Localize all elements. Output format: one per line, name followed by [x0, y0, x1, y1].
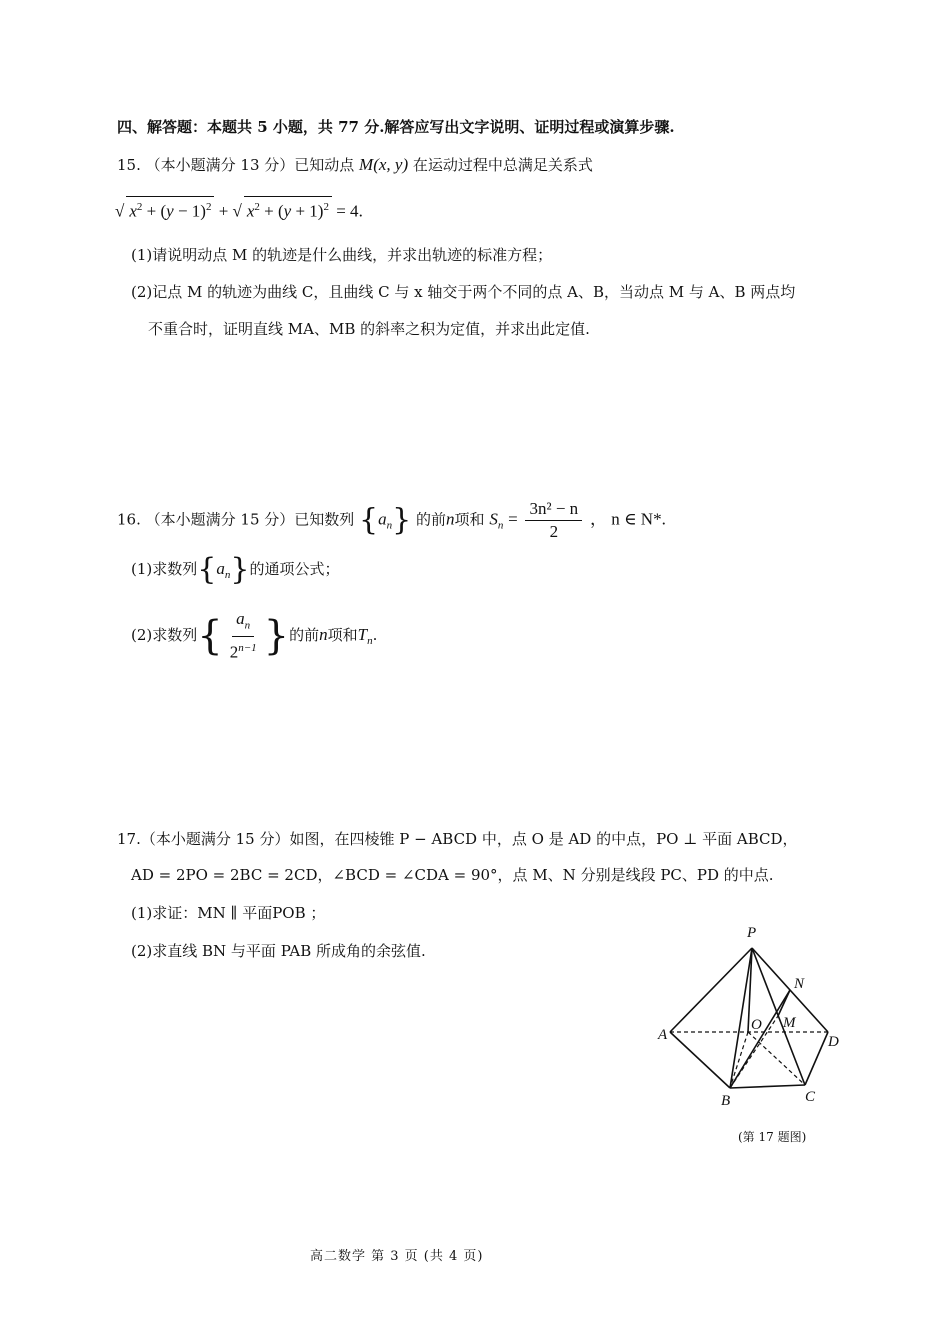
edge-CD — [805, 1032, 828, 1085]
q17-part2: (2)求直线 BN 与平面 PAB 所成角的余弦值. — [131, 942, 426, 960]
q17-header — [117, 828, 798, 849]
q16-head-a: （本小题满分 15 分）已知数列 — [145, 510, 355, 529]
label-A: A — [658, 1027, 668, 1043]
q15-head-b: 在运动过程中总满足关系式 — [412, 156, 593, 174]
q15-header — [117, 154, 593, 175]
edge-BC — [730, 1085, 805, 1088]
q16-head-b: 的前 — [416, 510, 447, 529]
edge-PA — [670, 948, 752, 1032]
section-title: 四、解答题：本题共 5 小题，共 77 分.解答应写出文字说明、证明过程或演算步骤. — [117, 118, 675, 136]
q15-number: 15. — [117, 156, 141, 174]
page-footer: 高二数学 第 3 页 (共 4 页) — [310, 1249, 484, 1264]
q15-equation: √ $x^2 + (y - 1)^2$ + √ $x^2 + (y + 1)^2 = 4$. — [115, 196, 363, 222]
label-P: P — [747, 925, 757, 941]
label-B: B — [721, 1093, 731, 1109]
q15-part1: (1)请说明动点 M 的轨迹是什么曲线，并求出轨迹的标准方程； — [131, 246, 553, 264]
label-N: N — [794, 976, 805, 992]
q15-part2-line2: 不重合时，证明直线 MA、MB 的斜率之积为定值，并求出此定值. — [148, 320, 590, 338]
edge-BN — [730, 990, 790, 1088]
q16-part1: (1)求数列$\{a_n\}$的通项公式； — [131, 552, 340, 587]
q15-head-a: （本小题满分 13 分）已知动点 — [145, 156, 355, 174]
q16-part2: (2)求数列{ $\frac{a_n}{2^{n-1}}$ }的前n项和$T_n$. — [131, 609, 378, 663]
q17-number: 17. — [117, 830, 141, 848]
label-C: C — [805, 1089, 816, 1105]
q17-part1: (1)求证：MN ∥ 平面POB ； — [131, 904, 326, 922]
q17-line2: AD = 2PO = 2BC = 2CD，∠BCD = ∠CDA = 90°，点 M、N 分别是线段 PC、PD 的中点. — [131, 866, 774, 884]
q15-point: M(x, y) — [359, 155, 409, 174]
sqrt-sign-1: √ — [115, 201, 125, 221]
q17-line1: （本小题满分 15 分）如图，在四棱锥 P − ABCD 中，点 O 是 AD 的中点，PO ⊥ 平面 ABCD， — [140, 830, 798, 848]
q16-condition: ， n ∈ N*. — [589, 509, 666, 529]
label-M: M — [783, 1015, 796, 1031]
sqrt-sign-2: √ — [232, 201, 242, 221]
q15-eq-right: = 4 — [336, 201, 359, 221]
figure-caption: (第 17 题图) — [738, 1130, 807, 1144]
label-O: O — [751, 1017, 762, 1033]
q16-header: 16. （本小题满分 15 分）已知数列 $\{a_n\}$ 的前n项和 $S_n$ = $\frac{\text{3n² − n}}{2}$ ， n ∈ N*. — [117, 499, 666, 541]
edge-OC-hidden — [748, 1032, 805, 1085]
pyramid-figure — [650, 915, 860, 1115]
edge-AB — [670, 1032, 730, 1088]
label-D: D — [828, 1034, 839, 1050]
edge-MN — [778, 990, 790, 1016]
edge-OB-hidden — [730, 1032, 748, 1088]
q15-part2-line1: (2)记点 M 的轨迹为曲线 C，且曲线 C 与 x 轴交于两个不同的点 A、B，当动点 M 与 A、B 两点均 — [131, 283, 796, 301]
q16-fraction: $\frac{\text{3n² − n}}{2}$ — [525, 500, 582, 541]
q16-number: 16. — [117, 510, 141, 529]
